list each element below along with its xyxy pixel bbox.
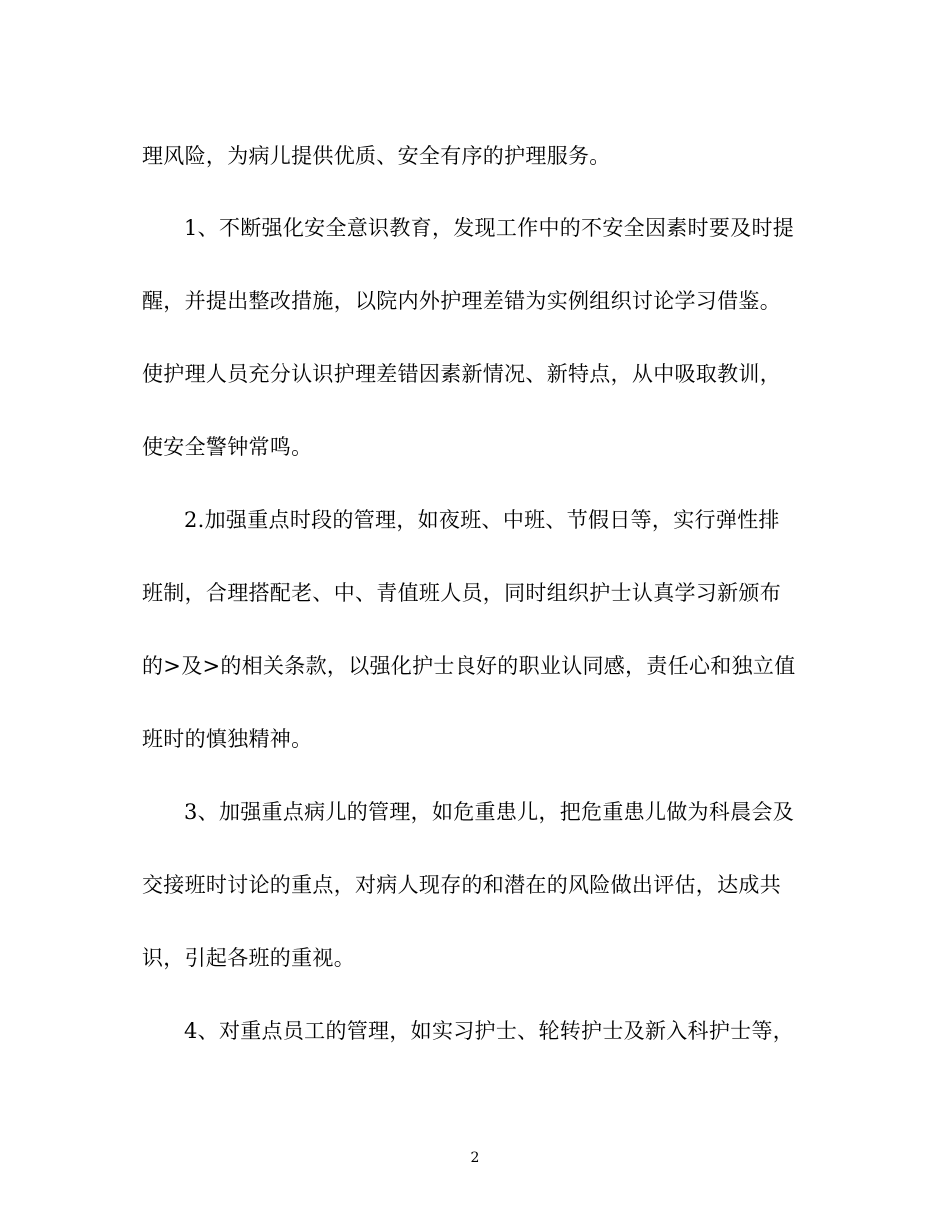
text-line-9: 班时的慎独精神。 bbox=[142, 727, 313, 751]
page-number: 2 bbox=[470, 1150, 480, 1166]
text-line-7: 班制，合理搭配老、中、青值班人员，同时组织护士认真学习新颁布 bbox=[142, 581, 781, 605]
text-line-11: 交接班时讨论的重点，对病人现存的和潜在的风险做出评估，达成共 bbox=[142, 873, 781, 897]
text-line-6: 2.加强重点时段的管理，如夜班、中班、节假日等，实行弹性排 bbox=[184, 508, 780, 532]
text-line-5: 使安全警钟常鸣。 bbox=[142, 435, 313, 459]
text-line-3: 醒，并提出整改措施，以院内外护理差错为实例组织讨论学习借鉴。 bbox=[142, 289, 781, 313]
text-line-12: 识，引起各班的重视。 bbox=[142, 946, 355, 970]
text-line-10: 3、加强重点病儿的管理，如危重患儿，把危重患儿做为科晨会及 bbox=[184, 800, 795, 824]
text-line-4: 使护理人员充分认识护理差错因素新情况、新特点，从中吸取教训， bbox=[142, 362, 781, 386]
text-line-2: 1、不断强化安全意识教育，发现工作中的不安全因素时要及时提 bbox=[184, 216, 795, 240]
text-line-13: 4、对重点员工的管理，如实习护士、轮转护士及新入科护士等， bbox=[184, 1019, 795, 1043]
text-line-8: 的>及>的相关条款，以强化护士良好的职业认同感，责任心和独立值 bbox=[142, 654, 796, 678]
text-line-1: 理风险，为病儿提供优质、安全有序的护理服务。 bbox=[142, 144, 611, 168]
